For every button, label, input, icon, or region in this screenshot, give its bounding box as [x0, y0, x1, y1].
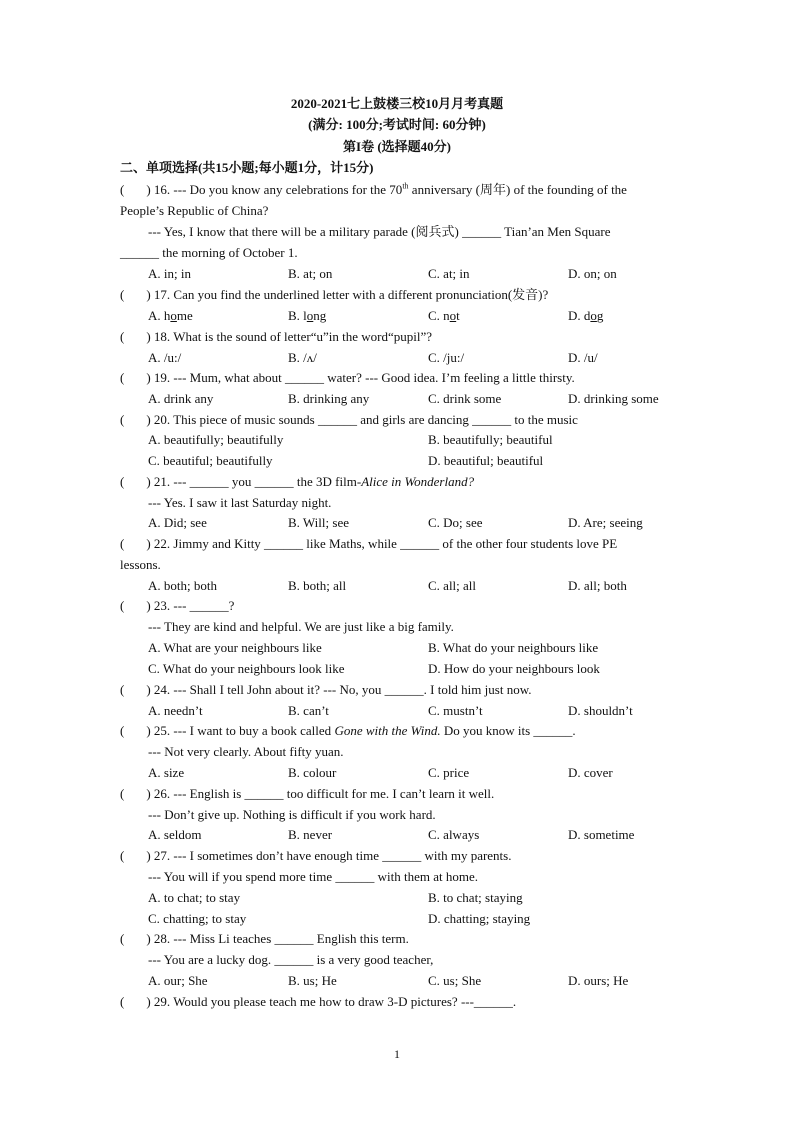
question-21: ( ) 21. --- ______ you ______ the 3D film-Alice in Wonderland? [120, 474, 475, 489]
question-24: ( ) 24. --- Shall I tell John about it? --- No, you ______. I told him just now. [120, 682, 532, 697]
option-c: C. drink some [428, 391, 502, 406]
option-d: D. ours; He [568, 973, 629, 988]
option-b: B. colour [288, 765, 337, 780]
option-a: A. seldom [148, 827, 202, 842]
option-d: D. on; on [568, 266, 617, 281]
option-b: B. Will; see [288, 515, 349, 530]
part-heading: 第I卷 (选择题40分) [343, 139, 451, 154]
option-c: C. chatting; to stay [148, 911, 247, 926]
option-c: C. /ju:/ [428, 350, 465, 365]
option-b: B. long [288, 308, 327, 323]
question-23-line2: --- They are kind and helpful. We are just like a big family. [148, 619, 454, 634]
option-c: C. us; She [428, 973, 482, 988]
option-c: C. not [428, 308, 460, 323]
question-22-line2: lessons. [120, 557, 161, 572]
option-a: A. beautifully; beautifully [148, 432, 284, 447]
option-c: C. mustn’t [428, 703, 483, 718]
option-c: C. beautiful; beautifully [148, 453, 273, 468]
option-a: A. our; She [148, 973, 208, 988]
question-16-line4: ______ the morning of October 1. [120, 245, 298, 260]
question-26: ( ) 26. --- English is ______ too difficult for me. I can’t learn it well. [120, 786, 495, 801]
option-b: B. /ʌ/ [288, 350, 317, 365]
option-d: D. chatting; staying [428, 911, 531, 926]
page-number: 1 [394, 1047, 400, 1061]
option-b: B. What do your neighbours like [428, 640, 599, 655]
option-d: D. Are; seeing [568, 515, 643, 530]
option-b: B. to chat; staying [428, 890, 523, 905]
option-d: D. all; both [568, 578, 627, 593]
option-c: C. all; all [428, 578, 477, 593]
option-c: C. Do; see [428, 515, 483, 530]
question-21-line2: --- Yes. I saw it last Saturday night. [148, 495, 332, 510]
exam-title: 2020-2021七上鼓楼三校10月月考真题 [290, 96, 504, 111]
option-d: D. How do your neighbours look [428, 661, 600, 676]
question-25-line2: --- Not very clearly. About fifty yuan. [148, 744, 344, 759]
option-c: C. at; in [428, 266, 470, 281]
option-d: D. sometime [568, 827, 635, 842]
question-25: ( ) 25. --- I want to buy a book called Gone with the Wind. Do you know its ______. [120, 723, 576, 738]
option-a: A. What are your neighbours like [148, 640, 322, 655]
exam-info: (满分: 100分;考试时间: 60分钟) [308, 117, 486, 132]
option-b: B. us; He [288, 973, 337, 988]
section-heading: 二、单项选择(共15小题;每小题1分，计15分) [120, 160, 374, 175]
option-b: B. at; on [288, 266, 333, 281]
option-d: D. drinking some [568, 391, 659, 406]
option-a: A. Did; see [148, 515, 207, 530]
question-16-line2: People’s Republic of China? [120, 203, 269, 218]
option-a: A. drink any [148, 391, 214, 406]
option-a: A. to chat; to stay [148, 890, 241, 905]
option-d: D. dog [568, 308, 604, 323]
option-d: D. shouldn’t [568, 703, 633, 718]
question-27-line2: --- You will if you spend more time ______ with them at home. [148, 869, 479, 884]
option-d: D. /u/ [568, 350, 598, 365]
option-c: C. price [428, 765, 470, 780]
question-29: ( ) 29. Would you please teach me how to draw 3-D pictures? ---______. [120, 994, 517, 1009]
question-18: ( ) 18. What is the sound of letter“u”in the word“pupil”? [120, 329, 433, 344]
question-16-line3: --- Yes, I know that there will be a military parade (阅兵式) ______ Tian’an Men Square [148, 224, 611, 239]
question-23: ( ) 23. --- ______? [120, 598, 235, 613]
option-b: B. both; all [288, 578, 347, 593]
option-d: D. beautiful; beautiful [428, 453, 544, 468]
option-a: A. size [148, 765, 185, 780]
question-22: ( ) 22. Jimmy and Kitty ______ like Maths, while ______ of the other four students love PE [120, 536, 618, 551]
question-26-line2: --- Don’t give up. Nothing is difficult if you work hard. [148, 807, 436, 822]
answer-paren: ( [120, 182, 125, 197]
option-b: B. can’t [288, 703, 329, 718]
option-d: D. cover [568, 765, 613, 780]
option-a: A. both; both [148, 578, 217, 593]
question-16: ( ) 16. --- Do you know any celebrations for the 70th anniversary (周年) of the founding of the [120, 181, 627, 197]
option-b: B. beautifully; beautiful [428, 432, 553, 447]
question-28: ( ) 28. --- Miss Li teaches ______ English this term. [120, 931, 409, 946]
question-17: ( ) 17. Can you find the underlined letter with a different pronunciation(发音)? [120, 287, 549, 302]
option-c: C. What do your neighbours look like [148, 661, 345, 676]
option-a: A. needn’t [148, 703, 203, 718]
option-b: B. never [288, 827, 333, 842]
option-b: B. drinking any [288, 391, 370, 406]
question-27: ( ) 27. --- I sometimes don’t have enough time ______ with my parents. [120, 848, 512, 863]
option-a: A. /u:/ [148, 350, 182, 365]
option-a: A. in; in [148, 266, 191, 281]
option-a: A. home [148, 308, 193, 323]
question-28-line2: --- You are a lucky dog. ______ is a very good teacher, [148, 952, 434, 967]
question-20: ( ) 20. This piece of music sounds ______ and girls are dancing ______ to the music [120, 412, 578, 427]
question-19: ( ) 19. --- Mum, what about ______ water? --- Good idea. I’m feeling a little thirsty. [120, 370, 575, 385]
option-c: C. always [428, 827, 480, 842]
